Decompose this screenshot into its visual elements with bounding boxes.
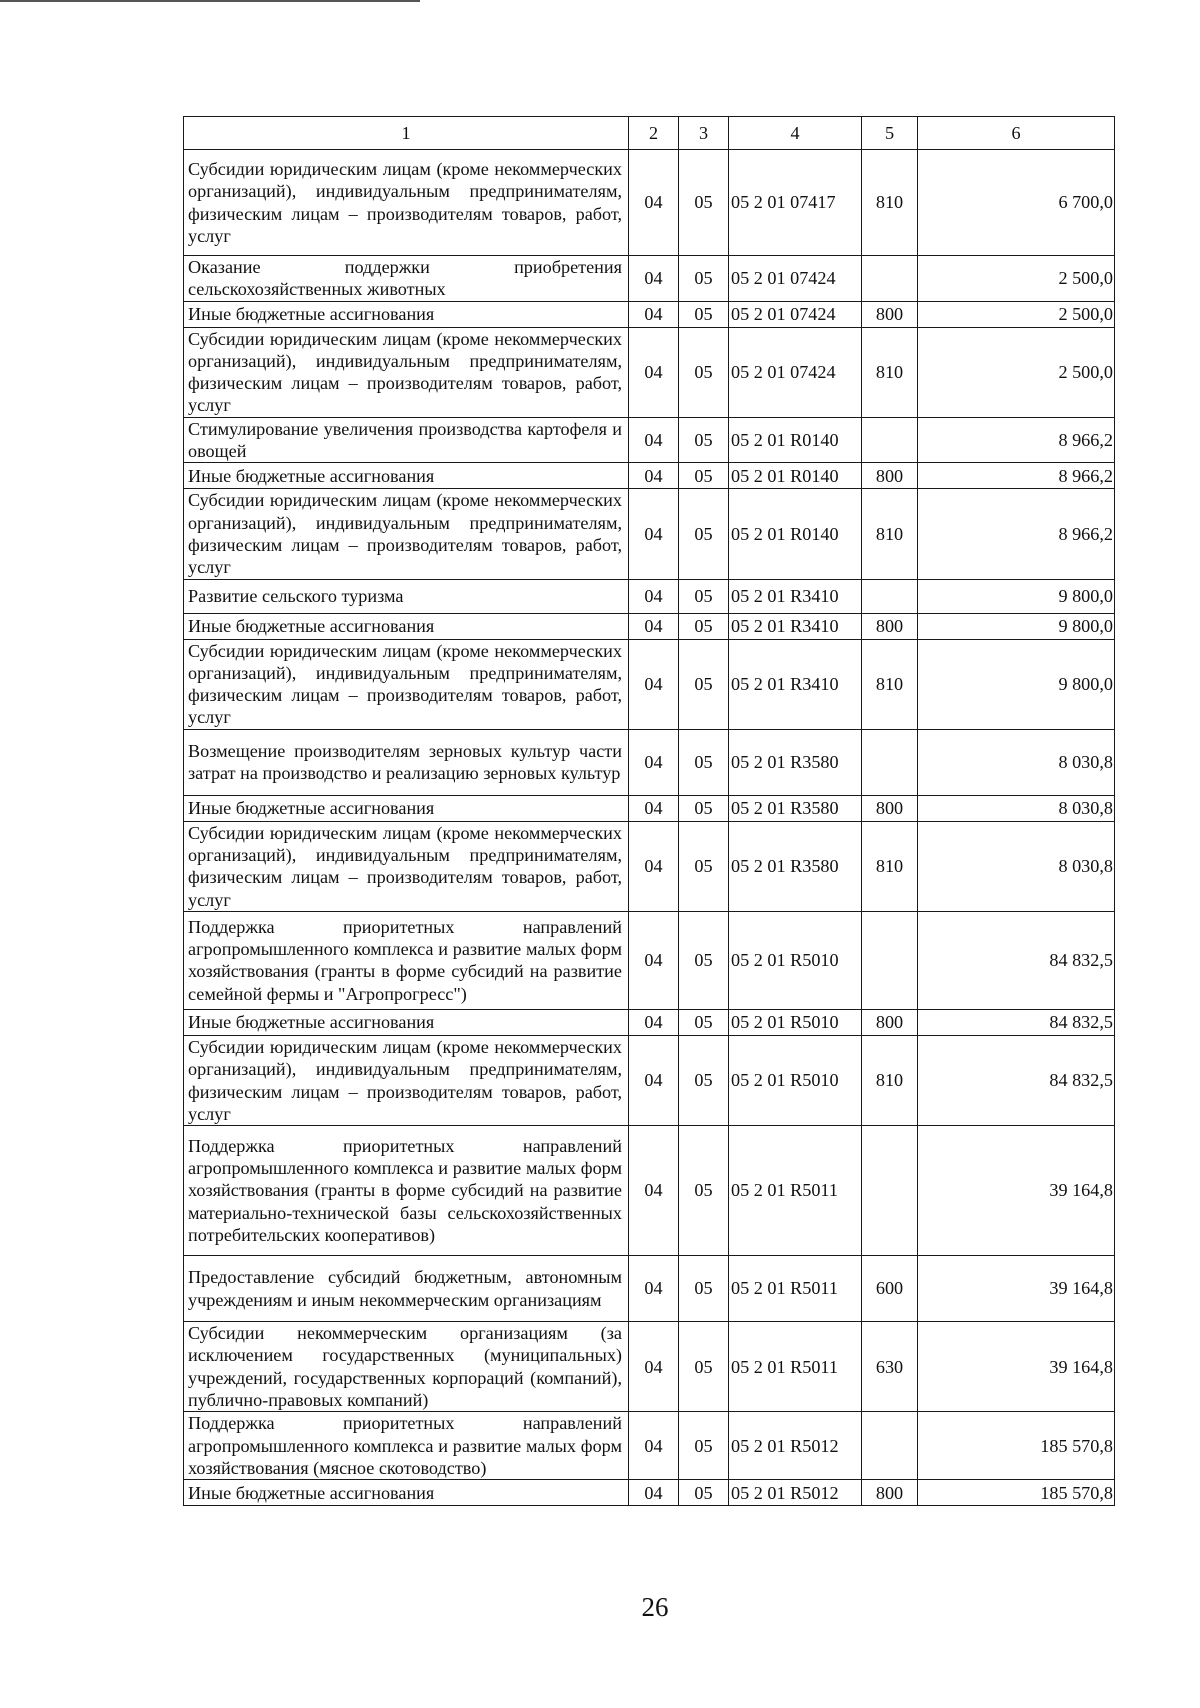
- row-subsection: 05: [679, 795, 729, 821]
- header-col-3: 3: [679, 117, 729, 150]
- header-col-6: 6: [918, 117, 1115, 150]
- row-amount: 39 164,8: [918, 1322, 1115, 1412]
- header-col-4: 4: [729, 117, 862, 150]
- row-name: Иные бюджетные ассигнования: [184, 613, 629, 639]
- budget-table: [183, 116, 1115, 1506]
- row-name: Субсидии юридическим лицам (кроме некоммерческих организаций), индивидуальным предпринимателям, физическим лицам – производителям товаров, работ, услуг: [184, 327, 629, 417]
- row-subsection: 05: [679, 489, 729, 579]
- row-target-code: 05 2 01 R3580: [729, 795, 862, 821]
- row-subsection: 05: [679, 613, 729, 639]
- row-section: 04: [629, 729, 679, 795]
- row-target-code: 05 2 01 R3410: [729, 613, 862, 639]
- row-expense-type: 800: [862, 1480, 918, 1506]
- row-section: 04: [629, 795, 679, 821]
- table-row: [184, 795, 1115, 821]
- row-target-code: 05 2 01 07424: [729, 301, 862, 327]
- row-amount: 8 966,2: [918, 417, 1115, 463]
- row-expense-type: [862, 911, 918, 1009]
- table-row: [184, 1256, 1115, 1322]
- row-amount: 9 800,0: [918, 639, 1115, 729]
- row-section: 04: [629, 1322, 679, 1412]
- row-amount: 84 832,5: [918, 1035, 1115, 1125]
- row-subsection: 05: [679, 729, 729, 795]
- row-subsection: 05: [679, 1412, 729, 1480]
- row-target-code: 05 2 01 07417: [729, 150, 862, 256]
- row-target-code: 05 2 01 R0140: [729, 489, 862, 579]
- page-number: 26: [641, 1592, 669, 1622]
- row-amount: 9 800,0: [918, 579, 1115, 613]
- row-target-code: 05 2 01 R3580: [729, 729, 862, 795]
- row-name: Субсидии юридическим лицам (кроме некоммерческих организаций), индивидуальным предпринимателям, физическим лицам – производителям товаров, работ, услуг: [184, 821, 629, 911]
- row-amount: 2 500,0: [918, 256, 1115, 302]
- table-row: [184, 463, 1115, 489]
- row-amount: 8 030,8: [918, 821, 1115, 911]
- row-section: 04: [629, 579, 679, 613]
- row-section: 04: [629, 613, 679, 639]
- row-section: 04: [629, 1480, 679, 1506]
- row-section: 04: [629, 463, 679, 489]
- table-row: [184, 613, 1115, 639]
- row-amount: 39 164,8: [918, 1126, 1115, 1256]
- row-section: 04: [629, 911, 679, 1009]
- row-expense-type: 810: [862, 639, 918, 729]
- row-name: Поддержка приоритетных направлений агропромышленного комплекса и развитие малых форм хозяйствования (гранты в форме субсидий на развитие семейной фермы и "Агропрогресс"): [184, 911, 629, 1009]
- row-subsection: 05: [679, 417, 729, 463]
- row-amount: 8 966,2: [918, 463, 1115, 489]
- row-subsection: 05: [679, 1322, 729, 1412]
- header-col-5: 5: [862, 117, 918, 150]
- row-expense-type: [862, 256, 918, 302]
- table-row: [184, 301, 1115, 327]
- row-expense-type: 800: [862, 1009, 918, 1035]
- row-target-code: 05 2 01 R5012: [729, 1412, 862, 1480]
- row-target-code: 05 2 01 07424: [729, 327, 862, 417]
- row-expense-type: 800: [862, 301, 918, 327]
- row-expense-type: 810: [862, 821, 918, 911]
- row-name: Субсидии некоммерческим организациям (за исключением государственных (муниципальных) учреждений, государственных корпораций (компаний), публично-правовых компаний): [184, 1322, 629, 1412]
- row-amount: 6 700,0: [918, 150, 1115, 256]
- table-row: [184, 1322, 1115, 1412]
- row-expense-type: 800: [862, 613, 918, 639]
- row-name: Оказание поддержки приобретения сельскохозяйственных животных: [184, 256, 629, 302]
- row-target-code: 05 2 01 R3410: [729, 579, 862, 613]
- row-name: Иные бюджетные ассигнования: [184, 795, 629, 821]
- table-body: [184, 150, 1115, 1506]
- row-expense-type: 800: [862, 795, 918, 821]
- row-section: 04: [629, 1126, 679, 1256]
- row-subsection: 05: [679, 1035, 729, 1125]
- row-name: Иные бюджетные ассигнования: [184, 301, 629, 327]
- row-target-code: 05 2 01 R5010: [729, 911, 862, 1009]
- row-amount: 2 500,0: [918, 301, 1115, 327]
- table-row: [184, 256, 1115, 302]
- row-expense-type: 810: [862, 489, 918, 579]
- row-amount: 84 832,5: [918, 1009, 1115, 1035]
- row-name: Субсидии юридическим лицам (кроме некоммерческих организаций), индивидуальным предпринимателям, физическим лицам – производителям товаров, работ, услуг: [184, 150, 629, 256]
- row-name: Иные бюджетные ассигнования: [184, 1480, 629, 1506]
- row-section: 04: [629, 301, 679, 327]
- table-row: [184, 1480, 1115, 1506]
- header-row: [184, 117, 1115, 150]
- row-name: Стимулирование увеличения производства картофеля и овощей: [184, 417, 629, 463]
- row-amount: 2 500,0: [918, 327, 1115, 417]
- row-target-code: 05 2 01 R5011: [729, 1322, 862, 1412]
- row-amount: 8 966,2: [918, 489, 1115, 579]
- row-target-code: 05 2 01 07424: [729, 256, 862, 302]
- row-section: 04: [629, 1035, 679, 1125]
- row-subsection: 05: [679, 1126, 729, 1256]
- row-subsection: 05: [679, 821, 729, 911]
- header-col-2: 2: [629, 117, 679, 150]
- row-subsection: 05: [679, 150, 729, 256]
- row-amount: 185 570,8: [918, 1412, 1115, 1480]
- table-row: [184, 1009, 1115, 1035]
- row-amount: 39 164,8: [918, 1256, 1115, 1322]
- row-expense-type: 630: [862, 1322, 918, 1412]
- row-name: Субсидии юридическим лицам (кроме некоммерческих организаций), индивидуальным предпринимателям, физическим лицам – производителям товаров, работ, услуг: [184, 1035, 629, 1125]
- table-row: [184, 327, 1115, 417]
- row-section: 04: [629, 256, 679, 302]
- row-section: 04: [629, 1412, 679, 1480]
- header-col-1: 1: [184, 117, 629, 150]
- row-subsection: 05: [679, 911, 729, 1009]
- table-row: [184, 1412, 1115, 1480]
- row-amount: 9 800,0: [918, 613, 1115, 639]
- row-subsection: 05: [679, 1009, 729, 1035]
- row-expense-type: 810: [862, 327, 918, 417]
- row-section: 04: [629, 639, 679, 729]
- table-row: [184, 729, 1115, 795]
- row-amount: 8 030,8: [918, 795, 1115, 821]
- table-row: [184, 579, 1115, 613]
- table-row: [184, 1035, 1115, 1125]
- row-expense-type: 600: [862, 1256, 918, 1322]
- row-section: 04: [629, 1256, 679, 1322]
- table-row: [184, 911, 1115, 1009]
- row-target-code: 05 2 01 R0140: [729, 463, 862, 489]
- row-section: 04: [629, 327, 679, 417]
- row-section: 04: [629, 417, 679, 463]
- row-subsection: 05: [679, 579, 729, 613]
- row-expense-type: [862, 729, 918, 795]
- row-amount: 8 030,8: [918, 729, 1115, 795]
- row-expense-type: 800: [862, 463, 918, 489]
- row-target-code: 05 2 01 R5012: [729, 1480, 862, 1506]
- row-target-code: 05 2 01 R3580: [729, 821, 862, 911]
- row-expense-type: [862, 579, 918, 613]
- row-target-code: 05 2 01 R5010: [729, 1009, 862, 1035]
- row-target-code: 05 2 01 R0140: [729, 417, 862, 463]
- table-row: [184, 417, 1115, 463]
- row-name: Субсидии юридическим лицам (кроме некоммерческих организаций), индивидуальным предпринимателям, физическим лицам – производителям товаров, работ, услуг: [184, 489, 629, 579]
- row-subsection: 05: [679, 256, 729, 302]
- row-target-code: 05 2 01 R5011: [729, 1256, 862, 1322]
- row-subsection: 05: [679, 301, 729, 327]
- row-subsection: 05: [679, 463, 729, 489]
- row-section: 04: [629, 150, 679, 256]
- row-expense-type: 810: [862, 1035, 918, 1125]
- row-name: Поддержка приоритетных направлений агропромышленного комплекса и развитие малых форм хозяйствования (гранты в форме субсидий на развитие материально-технической базы сельскохозяйственных потребительских кооперативов): [184, 1126, 629, 1256]
- scan-edge-line: [0, 0, 420, 2]
- table-row: [184, 489, 1115, 579]
- row-name: Предоставление субсидий бюджетным, автономным учреждениям и иным некоммерческим организациям: [184, 1256, 629, 1322]
- row-name: Иные бюджетные ассигнования: [184, 463, 629, 489]
- row-section: 04: [629, 489, 679, 579]
- table-row: [184, 639, 1115, 729]
- row-subsection: 05: [679, 327, 729, 417]
- table-row: [184, 150, 1115, 256]
- row-target-code: 05 2 01 R3410: [729, 639, 862, 729]
- table-row: [184, 821, 1115, 911]
- row-name: Поддержка приоритетных направлений агропромышленного комплекса и развитие малых форм хозяйствования (мясное скотоводство): [184, 1412, 629, 1480]
- row-target-code: 05 2 01 R5011: [729, 1126, 862, 1256]
- row-section: 04: [629, 821, 679, 911]
- row-amount: 84 832,5: [918, 911, 1115, 1009]
- row-expense-type: [862, 417, 918, 463]
- row-subsection: 05: [679, 639, 729, 729]
- row-expense-type: [862, 1412, 918, 1480]
- row-name: Иные бюджетные ассигнования: [184, 1009, 629, 1035]
- row-amount: 185 570,8: [918, 1480, 1115, 1506]
- row-subsection: 05: [679, 1480, 729, 1506]
- table-row: [184, 1126, 1115, 1256]
- row-name: Субсидии юридическим лицам (кроме некоммерческих организаций), индивидуальным предпринимателям, физическим лицам – производителям товаров, работ, услуг: [184, 639, 629, 729]
- row-target-code: 05 2 01 R5010: [729, 1035, 862, 1125]
- row-subsection: 05: [679, 1256, 729, 1322]
- row-expense-type: [862, 1126, 918, 1256]
- row-name: Развитие сельского туризма: [184, 579, 629, 613]
- row-expense-type: 810: [862, 150, 918, 256]
- row-section: 04: [629, 1009, 679, 1035]
- row-name: Возмещение производителям зерновых культур части затрат на производство и реализацию зерновых культур: [184, 729, 629, 795]
